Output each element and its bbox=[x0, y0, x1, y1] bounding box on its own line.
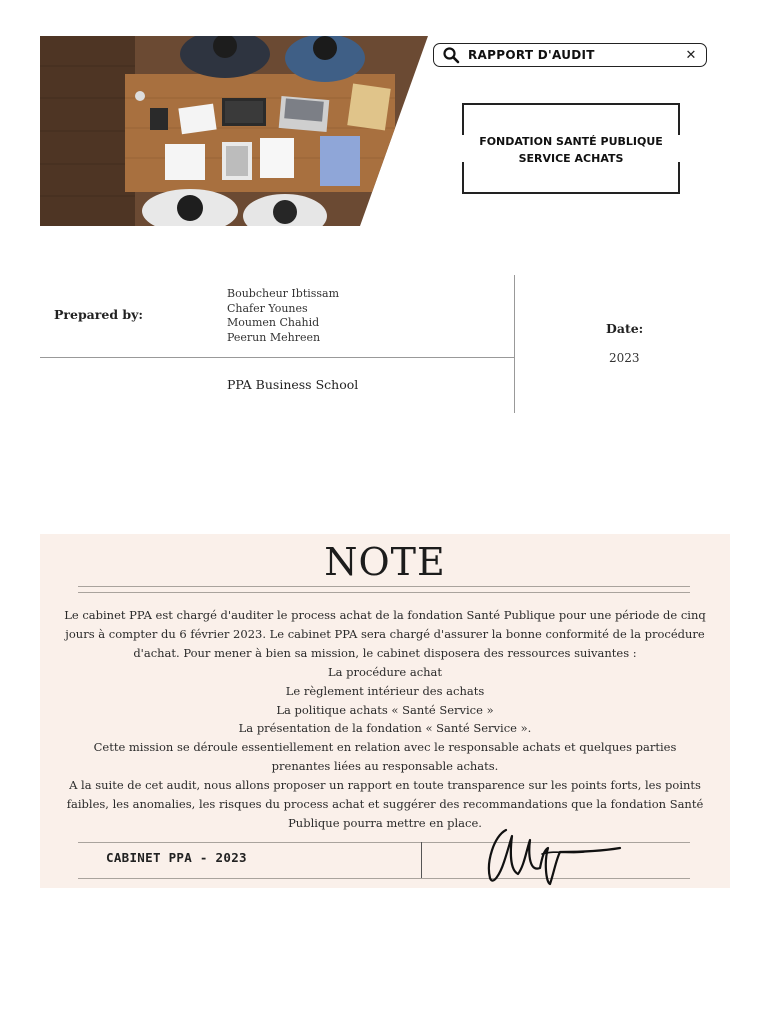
note-paragraph: Cette mission se déroule essentiellement en relation avec le responsable achats et quelques parties prenantes liées au responsable achats. bbox=[93, 740, 677, 774]
footer-label: CABINET PPA - 2023 bbox=[106, 850, 247, 865]
note-list-item: La présentation de la fondation « Santé Service ». bbox=[238, 721, 532, 736]
search-icon[interactable] bbox=[442, 46, 460, 64]
author-list bbox=[227, 287, 339, 345]
school-name: PPA Business School bbox=[227, 377, 359, 392]
note-body bbox=[64, 606, 706, 833]
date-label: Date: bbox=[606, 321, 644, 336]
author-name: Peerun Mehreen bbox=[227, 330, 321, 344]
search-bar[interactable] bbox=[433, 43, 707, 67]
note-title: NOTE bbox=[324, 540, 446, 584]
note-panel bbox=[40, 534, 730, 888]
author-name: Moumen Chahid bbox=[227, 316, 320, 329]
note-rule bbox=[78, 592, 690, 593]
note-paragraph: Le cabinet PPA est chargé d'auditer le process achat de la fondation Santé Publique pour une période de cinq jours à compter du 6 février 2023. Le cabinet PPA sera chargé d'assurer la bonne conformité de la procédure d'achat. Pour mener à bien sa mission, le cabinet disposera des ressources suivantes : bbox=[64, 608, 706, 660]
note-rule bbox=[78, 586, 690, 587]
date-value: 2023 bbox=[609, 351, 640, 365]
signature bbox=[484, 822, 622, 886]
search-input[interactable] bbox=[468, 46, 680, 64]
header-line-2: SERVICE ACHATS bbox=[518, 152, 624, 165]
prepared-by-label: Prepared by: bbox=[54, 307, 144, 322]
meeting-photo bbox=[40, 36, 428, 226]
header-line-1: FONDATION SANTÉ PUBLIQUE bbox=[479, 135, 663, 148]
author-name: Boubcheur Ibtissam bbox=[227, 287, 340, 300]
author-name: Chafer Younes bbox=[227, 301, 308, 315]
note-list-item: Le règlement intérieur des achats bbox=[285, 683, 485, 698]
divider-vertical bbox=[514, 275, 515, 413]
divider-horizontal bbox=[40, 357, 514, 358]
close-icon[interactable]: ✕ bbox=[685, 47, 697, 63]
footer-divider bbox=[421, 842, 422, 878]
note-list-item: La procédure achat bbox=[327, 664, 443, 679]
header-box bbox=[462, 103, 680, 194]
note-list-item: La politique achats « Santé Service » bbox=[276, 702, 494, 717]
header-box-title bbox=[462, 133, 680, 167]
note-paragraph: A la suite de cet audit, nous allons proposer un rapport en toute transparence sur les points forts, les points faibles, les anomalies, les risques du process achat et suggérer des recommandations que la fondation Santé Publique pourra mettre en place. bbox=[66, 778, 704, 830]
